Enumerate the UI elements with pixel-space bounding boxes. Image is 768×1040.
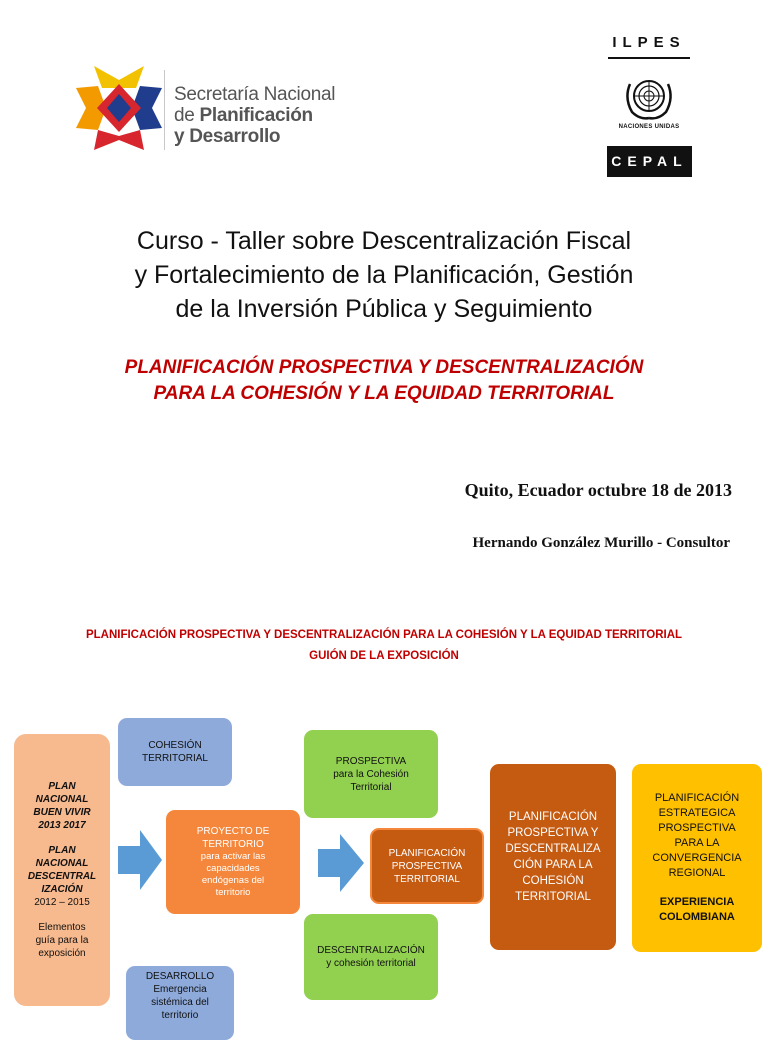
big-l4: CIÓN PARA LA	[513, 859, 593, 871]
planif-pt-l2: PROSPECTIVA	[391, 860, 463, 872]
plan-l6: NACIONAL	[35, 858, 89, 869]
proyecto-l2: TERRITORIO	[202, 839, 264, 850]
planificacion-estrategica-box	[632, 764, 762, 952]
subtitle-line-2: PARA LA COHESIÓN Y LA EQUIDAD TERRITORIAL	[153, 383, 615, 404]
cepal-logo: CEPAL	[607, 146, 692, 177]
plan-nacional-box	[14, 734, 110, 1006]
title-line-2: y Fortalecimiento de la Planificación, Gestión	[134, 261, 634, 289]
section-title-2: GUIÓN DE LA EXPOSICIÓN	[309, 650, 459, 662]
planif-pt-l1: PLANIFICACIÓN	[388, 847, 466, 859]
yellow-l6: REGIONAL	[668, 867, 726, 879]
plan-l8: IZACIÓN	[41, 884, 83, 895]
cohesion-l1: COHESIÓN	[148, 740, 202, 751]
big-l1: PLANIFICACIÓN	[508, 811, 598, 823]
desarrollo-l1: DESARROLLO	[145, 971, 215, 982]
plan-l10: Elementos	[38, 922, 86, 933]
author-line: Hernando González Murillo - Consultor	[472, 535, 730, 551]
plan-l5: PLAN	[48, 845, 76, 856]
planif-pt-l3: TERRITORIAL	[394, 873, 460, 885]
page-title	[40, 224, 728, 326]
plan-l9: 2012 – 2015	[34, 897, 90, 908]
title-line-3: de la Inversión Pública y Seguimiento	[175, 295, 593, 323]
proyecto-l1: PROYECTO DE	[196, 826, 270, 837]
prospectiva-box	[304, 730, 438, 818]
proyecto-l5: endógenas del	[201, 875, 265, 886]
plan-l12: exposición	[38, 948, 86, 959]
yellow-l8: COLOMBIANA	[659, 911, 735, 923]
subtitle	[40, 355, 728, 407]
yellow-l3: PROSPECTIVA	[658, 822, 736, 834]
snpd-line-2-pre: de	[174, 105, 200, 126]
yellow-l1: PLANIFICACIÓN	[654, 792, 740, 804]
yellow-l7: EXPERIENCIA	[659, 896, 735, 908]
cohesion-l2: TERRITORIAL	[142, 753, 208, 764]
plan-l1: PLAN	[48, 781, 76, 792]
snpd-line-2	[174, 105, 335, 126]
big-l3: DESCENTRALIZA	[505, 843, 601, 855]
subtitle-line-1: PLANIFICACIÓN PROSPECTIVA Y DESCENTRALIZACIÓN	[124, 357, 644, 378]
prospectiva-l2: para la Cohesión	[333, 768, 409, 780]
desarrollo-l4: territorio	[161, 1010, 199, 1021]
snpd-line-3: y Desarrollo	[174, 126, 281, 147]
big-l6: TERRITORIAL	[515, 891, 591, 903]
yellow-l4: PARA LA	[674, 837, 720, 849]
proyecto-l4: capacidades	[206, 863, 260, 874]
cohesion-territorial-box	[118, 718, 232, 786]
ilpes-logo: ILPES	[612, 34, 686, 51]
big-l5: COHESIÓN	[522, 875, 584, 887]
big-l2: PROSPECTIVA Y	[507, 827, 599, 839]
descent-l1: DESCENTRALIZACIÓN	[317, 945, 425, 956]
planificacion-prospectiva-territorial-box	[370, 828, 484, 904]
snpd-wordmark	[174, 84, 335, 147]
planificacion-descentralizacion-box	[490, 764, 616, 950]
ilpes-underline	[608, 57, 690, 59]
proyecto-l3: para activar las	[200, 851, 266, 862]
plan-l2: NACIONAL	[35, 794, 89, 805]
right-arrow-icon	[118, 830, 162, 890]
date-line: Quito, Ecuador octubre 18 de 2013	[464, 480, 732, 500]
logo-divider	[164, 70, 165, 150]
right-arrow-icon-2	[318, 834, 364, 892]
prospectiva-l1: PROSPECTIVA	[335, 755, 407, 767]
descent-l2: y cohesión territorial	[326, 958, 416, 969]
desarrollo-l3: sistémica del	[151, 997, 209, 1008]
plan-l3: BUEN VIVIR	[33, 807, 91, 818]
yellow-l5: CONVERGENCIA	[652, 852, 742, 864]
un-text: NACIONES UNIDAS	[618, 124, 680, 130]
un-emblem-icon	[622, 74, 676, 122]
section-title	[20, 625, 748, 667]
descentralizacion-box	[304, 914, 438, 1000]
desarrollo-box	[126, 966, 234, 1040]
section-title-1: PLANIFICACIÓN PROSPECTIVA Y DESCENTRALIZACIÓN PARA LA COHESIÓN Y LA EQUIDAD TERRITORIAL	[85, 629, 683, 641]
snpd-logo-icon	[76, 66, 162, 150]
plan-l7: DESCENTRAL	[27, 871, 97, 882]
proyecto-territorio-box	[166, 810, 300, 914]
prospectiva-l3: Territorial	[350, 781, 392, 793]
snpd-line-1: Secretaría Nacional	[174, 84, 336, 105]
title-line-1: Curso - Taller sobre Descentralización Fiscal	[136, 227, 632, 255]
snpd-line-2-bold: Planificación	[199, 105, 313, 126]
desarrollo-l2: Emergencia	[153, 984, 207, 995]
plan-l11: guía para la	[35, 935, 89, 946]
plan-l4: 2013 2017	[38, 820, 86, 831]
proyecto-l6: territorio	[215, 887, 251, 898]
yellow-l2: ESTRATEGICA	[658, 807, 736, 819]
